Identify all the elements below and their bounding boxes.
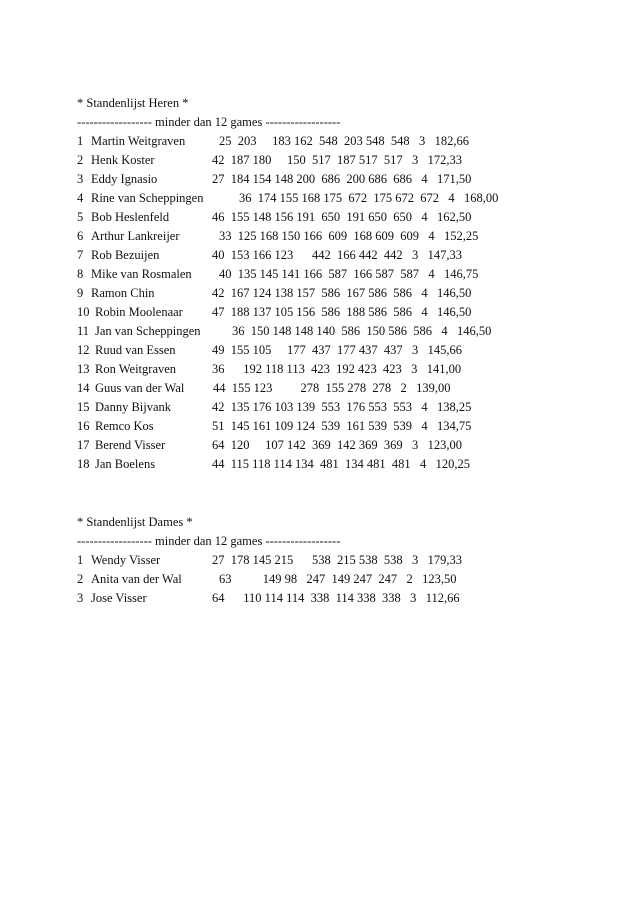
- row-stats: 36 192 118 113 423 192 423 423 3 141,00: [212, 362, 462, 376]
- heren-title: * Standenlijst Heren *: [77, 96, 189, 110]
- row-rank: 2: [77, 153, 84, 167]
- row-name: Jan Boelens: [95, 457, 156, 471]
- row-name: Guus van der Wal: [95, 381, 185, 395]
- row-name: Remco Kos: [95, 419, 154, 433]
- row-stats: 63 149 98 247 149 247 247 2 123,50: [219, 572, 457, 586]
- row-rank: 18: [77, 457, 90, 471]
- row-name: Ron Weitgraven: [95, 362, 177, 376]
- row-stats: 42 187 180 150 517 187 517 517 3 172,33: [212, 153, 462, 167]
- row-stats: 40 153 166 123 442 166 442 442 3 147,33: [212, 248, 462, 262]
- row-name: Rine van Scheppingen: [91, 191, 204, 205]
- row-rank: 3: [77, 591, 84, 605]
- row-rank: 1: [77, 134, 84, 148]
- row-stats: 27 178 145 215 538 215 538 538 3 179,33: [212, 553, 462, 567]
- row-name: Wendy Visser: [91, 553, 161, 567]
- row-stats: 64 120 107 142 369 142 369 369 3 123,00: [212, 438, 462, 452]
- row-stats: 27 184 154 148 200 686 200 686 686 4 171,50: [212, 172, 472, 186]
- row-stats: 40 135 145 141 166 587 166 587 587 4 146,75: [219, 267, 479, 281]
- row-name: Mike van Rosmalen: [91, 267, 192, 281]
- row-rank: 6: [77, 229, 84, 243]
- row-rank: 4: [77, 191, 84, 205]
- row-name: Martin Weitgraven: [91, 134, 186, 148]
- row-stats: 42 135 176 103 139 553 176 553 553 4 138,25: [212, 400, 472, 414]
- row-rank: 10: [77, 305, 90, 319]
- dames-subtitle: ------------------ minder dan 12 games ------------------: [77, 534, 341, 548]
- row-name: Eddy Ignasio: [91, 172, 158, 186]
- row-rank: 12: [77, 343, 90, 357]
- row-rank: 5: [77, 210, 84, 224]
- row-rank: 15: [77, 400, 90, 414]
- row-rank: 9: [77, 286, 84, 300]
- row-stats: 42 167 124 138 157 586 167 586 586 4 146,50: [212, 286, 472, 300]
- row-stats: 49 155 105 177 437 177 437 437 3 145,66: [212, 343, 462, 357]
- row-stats: 33 125 168 150 166 609 168 609 609 4 152,25: [219, 229, 479, 243]
- row-stats: 44 115 118 114 134 481 134 481 481 4 120,25: [212, 457, 470, 471]
- dames-title: * Standenlijst Dames *: [77, 515, 193, 529]
- row-stats: 51 145 161 109 124 539 161 539 539 4 134,75: [212, 419, 472, 433]
- row-rank: 17: [77, 438, 90, 452]
- row-rank: 14: [77, 381, 90, 395]
- row-name: Rob Bezuijen: [91, 248, 160, 262]
- row-name: Ramon Chin: [91, 286, 155, 300]
- row-stats: 44 155 123 278 155 278 278 2 139,00: [213, 381, 451, 395]
- row-name: Ruud van Essen: [95, 343, 176, 357]
- row-rank: 7: [77, 248, 84, 262]
- row-rank: 11: [77, 324, 90, 338]
- row-name: Anita van der Wal: [91, 572, 182, 586]
- row-rank: 3: [77, 172, 84, 186]
- row-rank: 13: [77, 362, 90, 376]
- row-stats: 25 203 183 162 548 203 548 548 3 182,66: [219, 134, 469, 148]
- row-name: Arthur Lankreijer: [91, 229, 180, 243]
- row-name: Berend Visser: [95, 438, 166, 452]
- row-stats: 36 150 148 148 140 586 150 586 586 4 146,50: [232, 324, 492, 338]
- row-stats: 47 188 137 105 156 586 188 586 586 4 146,50: [212, 305, 472, 319]
- row-rank: 1: [77, 553, 84, 567]
- row-rank: 2: [77, 572, 84, 586]
- row-name: Bob Heslenfeld: [91, 210, 170, 224]
- row-name: Henk Koster: [91, 153, 155, 167]
- heren-subtitle: ------------------ minder dan 12 games ------------------: [77, 115, 341, 129]
- row-name: Robin Moolenaar: [95, 305, 183, 319]
- row-stats: 46 155 148 156 191 650 191 650 650 4 162,50: [212, 210, 472, 224]
- row-rank: 8: [77, 267, 84, 281]
- row-name: Jan van Scheppingen: [95, 324, 201, 338]
- row-name: Danny Bijvank: [95, 400, 172, 414]
- row-stats: 36 174 155 168 175 672 175 672 672 4 168,00: [239, 191, 499, 205]
- row-rank: 16: [77, 419, 90, 433]
- row-name: Jose Visser: [91, 591, 147, 605]
- row-stats: 64 110 114 114 338 114 338 338 3 112,66: [212, 591, 460, 605]
